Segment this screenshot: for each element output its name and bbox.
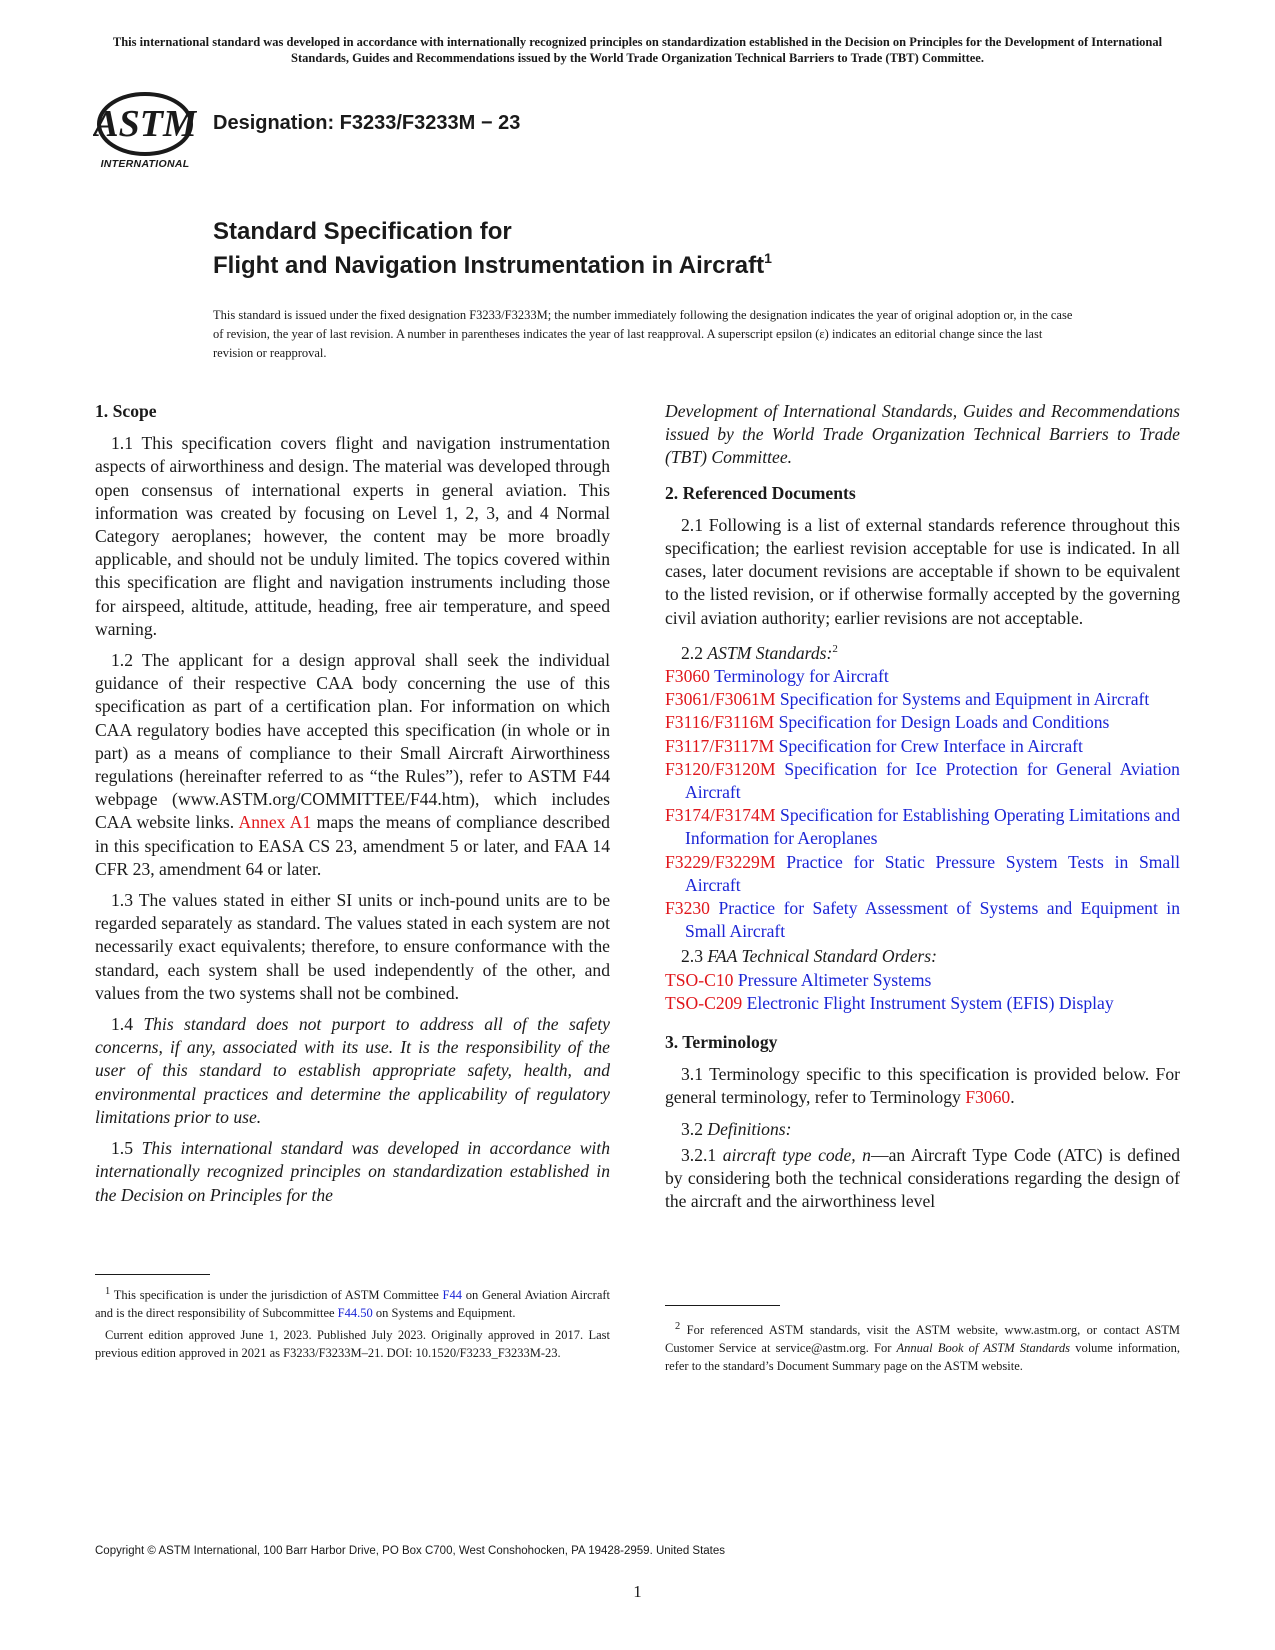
footnote-1-p2: Current edition approved June 1, 2023. Published July 2023. Originally approved in 2017. Last previous edition approved in 2021 as F3233/F3233M–21. DOI: 10.1520/F3233_F3233M-23. — [95, 1328, 610, 1361]
footnote-1-text-c: on Systems and Equipment. — [375, 1306, 516, 1321]
footnote-2-p1 — [665, 1318, 1180, 1375]
title-footnote-mark: 1 — [764, 250, 772, 266]
issue-note: This standard is issued under the fixed designation F3233/F3233M; the number immediately following the designation indicates the year of original adoption or, in the case of revision, the year of last revision. A number in parentheses indicates the year of last reapproval. A superscript epsilon (ε) indicates an editorial change since the last revision or reapproval. — [213, 308, 1073, 360]
right-column — [665, 400, 1180, 1221]
astm-ref-item[interactable] — [665, 897, 1180, 943]
astm-ref-code[interactable]: F3117/F3117M — [665, 735, 775, 756]
astm-ref-item[interactable] — [665, 688, 1180, 711]
astm-ref-code[interactable]: F3060 — [665, 665, 710, 686]
astm-ref-item[interactable] — [665, 735, 1180, 758]
astm-ref-title[interactable]: Specification for Crew Interface in Aircraft — [778, 735, 1083, 756]
annex-a1-link[interactable]: Annex A1 — [238, 812, 312, 833]
paragraph-1-3: 1.3 The values stated in either SI units or inch-pound units are to be regarded separately as standard. The values stated in each system are not necessarily exact equivalents; therefore, to ensure conformance with the standard, each system shall be used independently of the other, and values from the two systems shall not be combined. — [95, 890, 610, 1003]
astm-ref-title[interactable]: Specification for Establishing Operating Limitations and Information for Aeroplanes — [685, 805, 1180, 849]
astm-ref-item[interactable] — [665, 851, 1180, 897]
paragraph-1-4-text: This standard does not purport to address all of the safety concerns, if any, associated with its use. It is the responsibility of the user of this standard to establish appropriate safety, health, and environmental practices and determine the applicability of regulatory limitations prior to use. — [95, 1014, 610, 1127]
f44-50-link[interactable]: F44.50 — [337, 1306, 373, 1321]
astm-ref-title[interactable]: Specification for Systems and Equipment in Aircraft — [779, 689, 1150, 710]
faa-tso-number: 2.3 — [681, 946, 703, 967]
astm-ref-code[interactable]: F3230 — [665, 897, 710, 918]
section-heading-scope: 1. Scope — [95, 401, 157, 421]
astm-ref-code[interactable]: F3116/F3116M — [665, 712, 775, 733]
logo-text: INTERNATIONAL — [100, 158, 190, 170]
designation: Designation: F3233/F3233M − 23 — [213, 112, 521, 134]
astm-ref-item[interactable] — [665, 758, 1180, 804]
term-aircraft-type-code: aircraft type code, n — [722, 1144, 871, 1165]
astm-ref-code[interactable]: F3174/F3174M — [665, 805, 776, 826]
astm-logo — [93, 88, 197, 174]
faa-tso-label — [665, 945, 1180, 968]
footnote-2-text-a: For referenced ASTM standards, visit the ASTM website, www.astm.org, or contact ASTM Customer Service at service@astm.org. For — [665, 1323, 1181, 1356]
footnote-rule-left — [95, 1274, 210, 1275]
faa-tso-list — [665, 969, 1180, 1015]
paragraph-2-1: 2.1 Following is a list of external standards reference throughout this specification; the earliest revision acceptable for use is indicated. In all cases, later document revisions are acceptable if shown to be equivalent to the listed revision, or if otherwise formally accepted by the governing civil aviation authority; earlier revisions are not acceptable. — [665, 514, 1180, 628]
wto-notice: This international standard was developed in accordance with internationally recognized principles on standardization established in the Decision on Principles for the Development of International Standards, Guides and Recommendations issued by the World Trade Organization Technical Barriers to Trade (TBT) Committee. — [112, 35, 1163, 65]
faa-ref-title[interactable]: Pressure Altimeter Systems — [737, 969, 932, 990]
astm-standards-label — [665, 638, 1180, 665]
paragraph-1-2 — [95, 649, 610, 881]
definitions-number: 3.2 — [681, 1118, 703, 1139]
footnote-2 — [665, 1318, 1180, 1379]
footnote-1-mark: 1 — [105, 1286, 111, 1297]
paragraph-1-5 — [95, 1137, 610, 1207]
logo-letters: ASTM — [93, 103, 197, 145]
footnote-2-book-title: Annual Book of ASTM Standards — [896, 1341, 1071, 1356]
astm-standards-number: 2.2 — [681, 642, 703, 663]
faa-ref-item[interactable] — [665, 969, 1180, 992]
left-column — [95, 400, 610, 1215]
astm-ref-item[interactable] — [665, 804, 1180, 850]
paragraph-3-1-text: 3.1 Terminology specific to this specification is provided below. For general terminology, refer to Terminology — [665, 1064, 1180, 1108]
astm-ref-item[interactable] — [665, 665, 1180, 688]
faa-ref-item[interactable] — [665, 992, 1180, 1015]
title-text: Flight and Navigation Instrumentation in Aircraft — [213, 252, 765, 279]
astm-ref-title[interactable]: Terminology for Aircraft — [714, 665, 889, 686]
footnote-1-p1 — [95, 1283, 610, 1322]
paragraph-1-2-text: 1.2 The applicant for a design approval shall seek the individual guidance of their respective CAA body concerning the use of this specification as part of a certification plan. For information on which CAA regulatory bodies have accepted this specification (in whole or in part) as a means of compliance to their Small Aircraft Airworthiness regulations (hereinafter referred to as “the Rules”), refer to ASTM F44 webpage (www.ASTM.org/COMMITTEE/F44.htm), which includes CAA website links. — [95, 650, 610, 833]
astm-ref-code[interactable]: F3061/F3061M — [665, 689, 776, 710]
paragraph-1-5-continued-text: Development of International Standards, Guides and Recommendations issued by the World Trade Organization Technical Barriers to Trade (TBT) Committee. — [665, 401, 1180, 468]
footnote-1 — [95, 1283, 610, 1366]
title-line-2 — [213, 250, 772, 280]
astm-ref-title[interactable]: Practice for Static Pressure System Tests in Small Aircraft — [685, 851, 1181, 895]
astm-footnote-mark: 2 — [832, 642, 838, 655]
paragraph-3-2-1-text: —an Aircraft Type Code (ATC) is defined by considering both the technical considerations regarding the design of the aircraft and the airworthiness level — [665, 1144, 1181, 1212]
faa-ref-title[interactable]: Electronic Flight Instrument System (EFIS) Display — [746, 992, 1114, 1013]
paragraph-1-5-continued — [665, 400, 1180, 470]
f44-link[interactable]: F44 — [442, 1288, 462, 1303]
paragraph-1-2-text-after: maps the means of compliance described in this specification to EASA CS 23, amendment 5 or later, and FAA 14 CFR 23, amendment 64 or later. — [95, 812, 610, 879]
paragraph-3-1: 3.1 Terminology specific to this specification is provided below. For general terminology, refer to Terminology F3060. — [665, 1064, 1180, 1108]
faa-tso-text: FAA Technical Standard Orders: — [707, 946, 937, 967]
definitions-text: Definitions: — [707, 1118, 792, 1139]
footnote-2-mark: 2 — [675, 1321, 681, 1332]
astm-standards-list — [665, 665, 1180, 943]
faa-ref-code[interactable]: TSO-C10 — [665, 969, 734, 990]
paragraph-3-2-1-number: 3.2.1 — [681, 1144, 717, 1165]
definitions-label — [665, 1118, 1180, 1141]
astm-ref-title[interactable]: Practice for Safety Assessment of Systems and Equipment in Small Aircraft — [685, 897, 1180, 942]
section-heading-terminology: 3. Terminology — [665, 1031, 778, 1052]
footnote-1-text-a: This specification is under the jurisdiction of ASTM Committee — [113, 1288, 439, 1303]
paragraph-1-4 — [95, 1013, 610, 1129]
astm-ref-title[interactable]: Specification for Design Loads and Conditions — [778, 712, 1110, 733]
paragraph-1-5-number: 1.5 — [111, 1138, 133, 1159]
section-heading-referenced-documents: 2. Referenced Documents — [665, 482, 856, 503]
astm-ref-item[interactable] — [665, 711, 1180, 734]
astm-ref-title[interactable]: Specification for Ice Protection for General Aviation Aircraft — [685, 758, 1180, 802]
paragraph-1-1: 1.1 This specification covers flight and navigation instrumentation aspects of airworthiness and design. The material was developed through open consensus of international experts in general aviation. This information was created by focusing on Level 1, 2, 3, and 4 Normal Category aeroplanes; however, the content may be more broadly applicable, and should not be unduly limited. The topics covered within this specification are flight and navigation instruments including those for airspeed, altitude, attitude, heading, free air temperature, and speed warning. — [95, 433, 610, 639]
page-number: 1 — [633, 1582, 642, 1601]
astm-ref-code[interactable]: F3120/F3120M — [665, 758, 776, 779]
paragraph-1-4-number: 1.4 — [111, 1014, 133, 1035]
paragraph-3-2-1 — [665, 1144, 1180, 1214]
footnote-rule-right — [665, 1305, 780, 1306]
f3060-link[interactable]: F3060 — [965, 1087, 1011, 1108]
faa-ref-code[interactable]: TSO-C209 — [665, 992, 743, 1013]
astm-logo-icon — [93, 88, 197, 160]
footnote-2-text-b: volume information, refer to the standard’s Document Summary page on the ASTM website. — [665, 1341, 1180, 1374]
paragraph-1-5-text: This international standard was developed in accordance with internationally recognized principles on standardization established in the Decision on Principles for the — [95, 1138, 610, 1205]
title-line-1: Standard Specification for — [213, 218, 512, 245]
footnote-1-text-b: on General Aviation Aircraft and is the direct responsibility of Subcommittee — [95, 1288, 611, 1321]
astm-standards-text: ASTM Standards: — [707, 642, 833, 663]
astm-ref-code[interactable]: F3229/F3229M — [665, 851, 776, 872]
copyright: Copyright © ASTM International, 100 Barr Harbor Drive, PO Box C700, West Conshohocken, PA 19428-2959. United States — [95, 1545, 726, 1557]
